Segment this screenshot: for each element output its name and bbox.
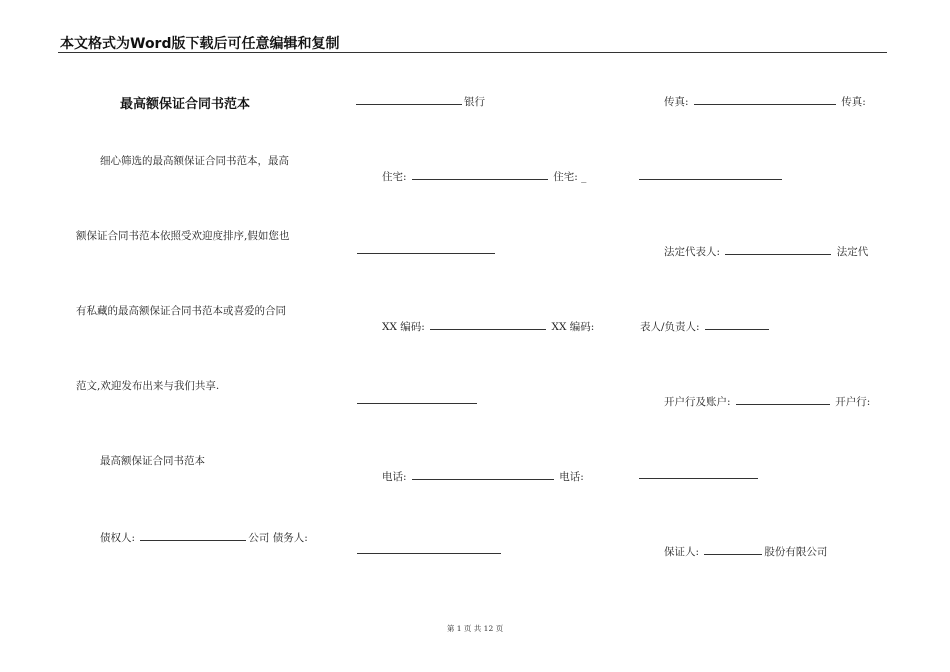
account-blank xyxy=(736,393,830,405)
legal-rep1-blank xyxy=(725,243,831,255)
address1-label: 住宅: xyxy=(382,171,407,183)
address2-label: 住宅: xyxy=(553,171,578,183)
postcode2-blank xyxy=(357,403,477,404)
legal-rep2-blank xyxy=(705,318,769,330)
creditor-blank xyxy=(140,529,246,541)
phone-row xyxy=(382,468,584,484)
guarantor-blank xyxy=(704,543,762,555)
address-row xyxy=(382,168,586,184)
address2-mark: _ xyxy=(581,171,587,183)
legal-rep-row xyxy=(664,243,868,259)
debtor-label: 债务人: xyxy=(272,532,308,544)
phone2-blank xyxy=(639,478,758,479)
bank-blank xyxy=(356,93,462,105)
account-label: 开户行及账户: xyxy=(664,396,731,408)
bank-row xyxy=(356,93,485,109)
creditor-row xyxy=(100,529,308,545)
page-number: 第 1 页 共 12 页 xyxy=(446,624,504,633)
bank-label: 开户行: xyxy=(835,396,871,408)
postcode2-label: XX 编码: xyxy=(551,321,595,333)
address2-blank xyxy=(639,179,782,180)
postcode1-label: XX 编码: xyxy=(382,321,425,333)
legal-rep-cont-row xyxy=(640,318,771,334)
legal-rep1-label: 法定代表人: xyxy=(664,246,721,258)
intro-line-4: 范文,欢迎发布出来与我们共享. xyxy=(76,380,220,392)
document-header: 本文格式为Word版下载后可任意编辑和复制 xyxy=(60,36,340,52)
legal-rep2-label: 法定代 xyxy=(836,246,869,258)
phone1-blank xyxy=(412,468,554,480)
account-row xyxy=(664,393,870,409)
guarantor-label: 保证人: xyxy=(664,546,700,558)
fax1-label: 传真: xyxy=(664,96,689,108)
fax-row xyxy=(664,93,866,109)
creditor-label: 债权人: xyxy=(100,532,136,544)
company-suffix: 公司 xyxy=(248,532,270,544)
fax1-blank xyxy=(694,93,836,105)
debtor-blank xyxy=(357,553,501,554)
legal-rep-continued-blank xyxy=(357,253,495,254)
fax2-label: 传真: xyxy=(841,96,866,108)
address1-blank xyxy=(412,168,548,180)
intro-line-3: 有私藏的最高额保证合同书范本或喜爱的合同 xyxy=(76,305,286,317)
document-title: 最高额保证合同书范本 xyxy=(120,97,251,112)
legal-rep2-cont: 表人/负责人: xyxy=(640,321,700,333)
guarantor-suffix: 股份有限公司 xyxy=(764,546,828,558)
phone2-label: 电话: xyxy=(559,471,584,483)
bank-suffix: 银行 xyxy=(464,96,485,108)
phone1-label: 电话: xyxy=(382,471,407,483)
intro-line-2: 额保证合同书范本依照受欢迎度排序,假如您也 xyxy=(76,230,290,242)
guarantor-row xyxy=(664,543,827,559)
header-rule xyxy=(58,52,887,53)
postcode1-blank xyxy=(430,318,546,330)
postcode-row xyxy=(382,318,594,334)
intro-line-1: 细心筛选的最高额保证合同书范本，最高 xyxy=(100,155,289,167)
subtitle: 最高额保证合同书范本 xyxy=(100,455,205,467)
